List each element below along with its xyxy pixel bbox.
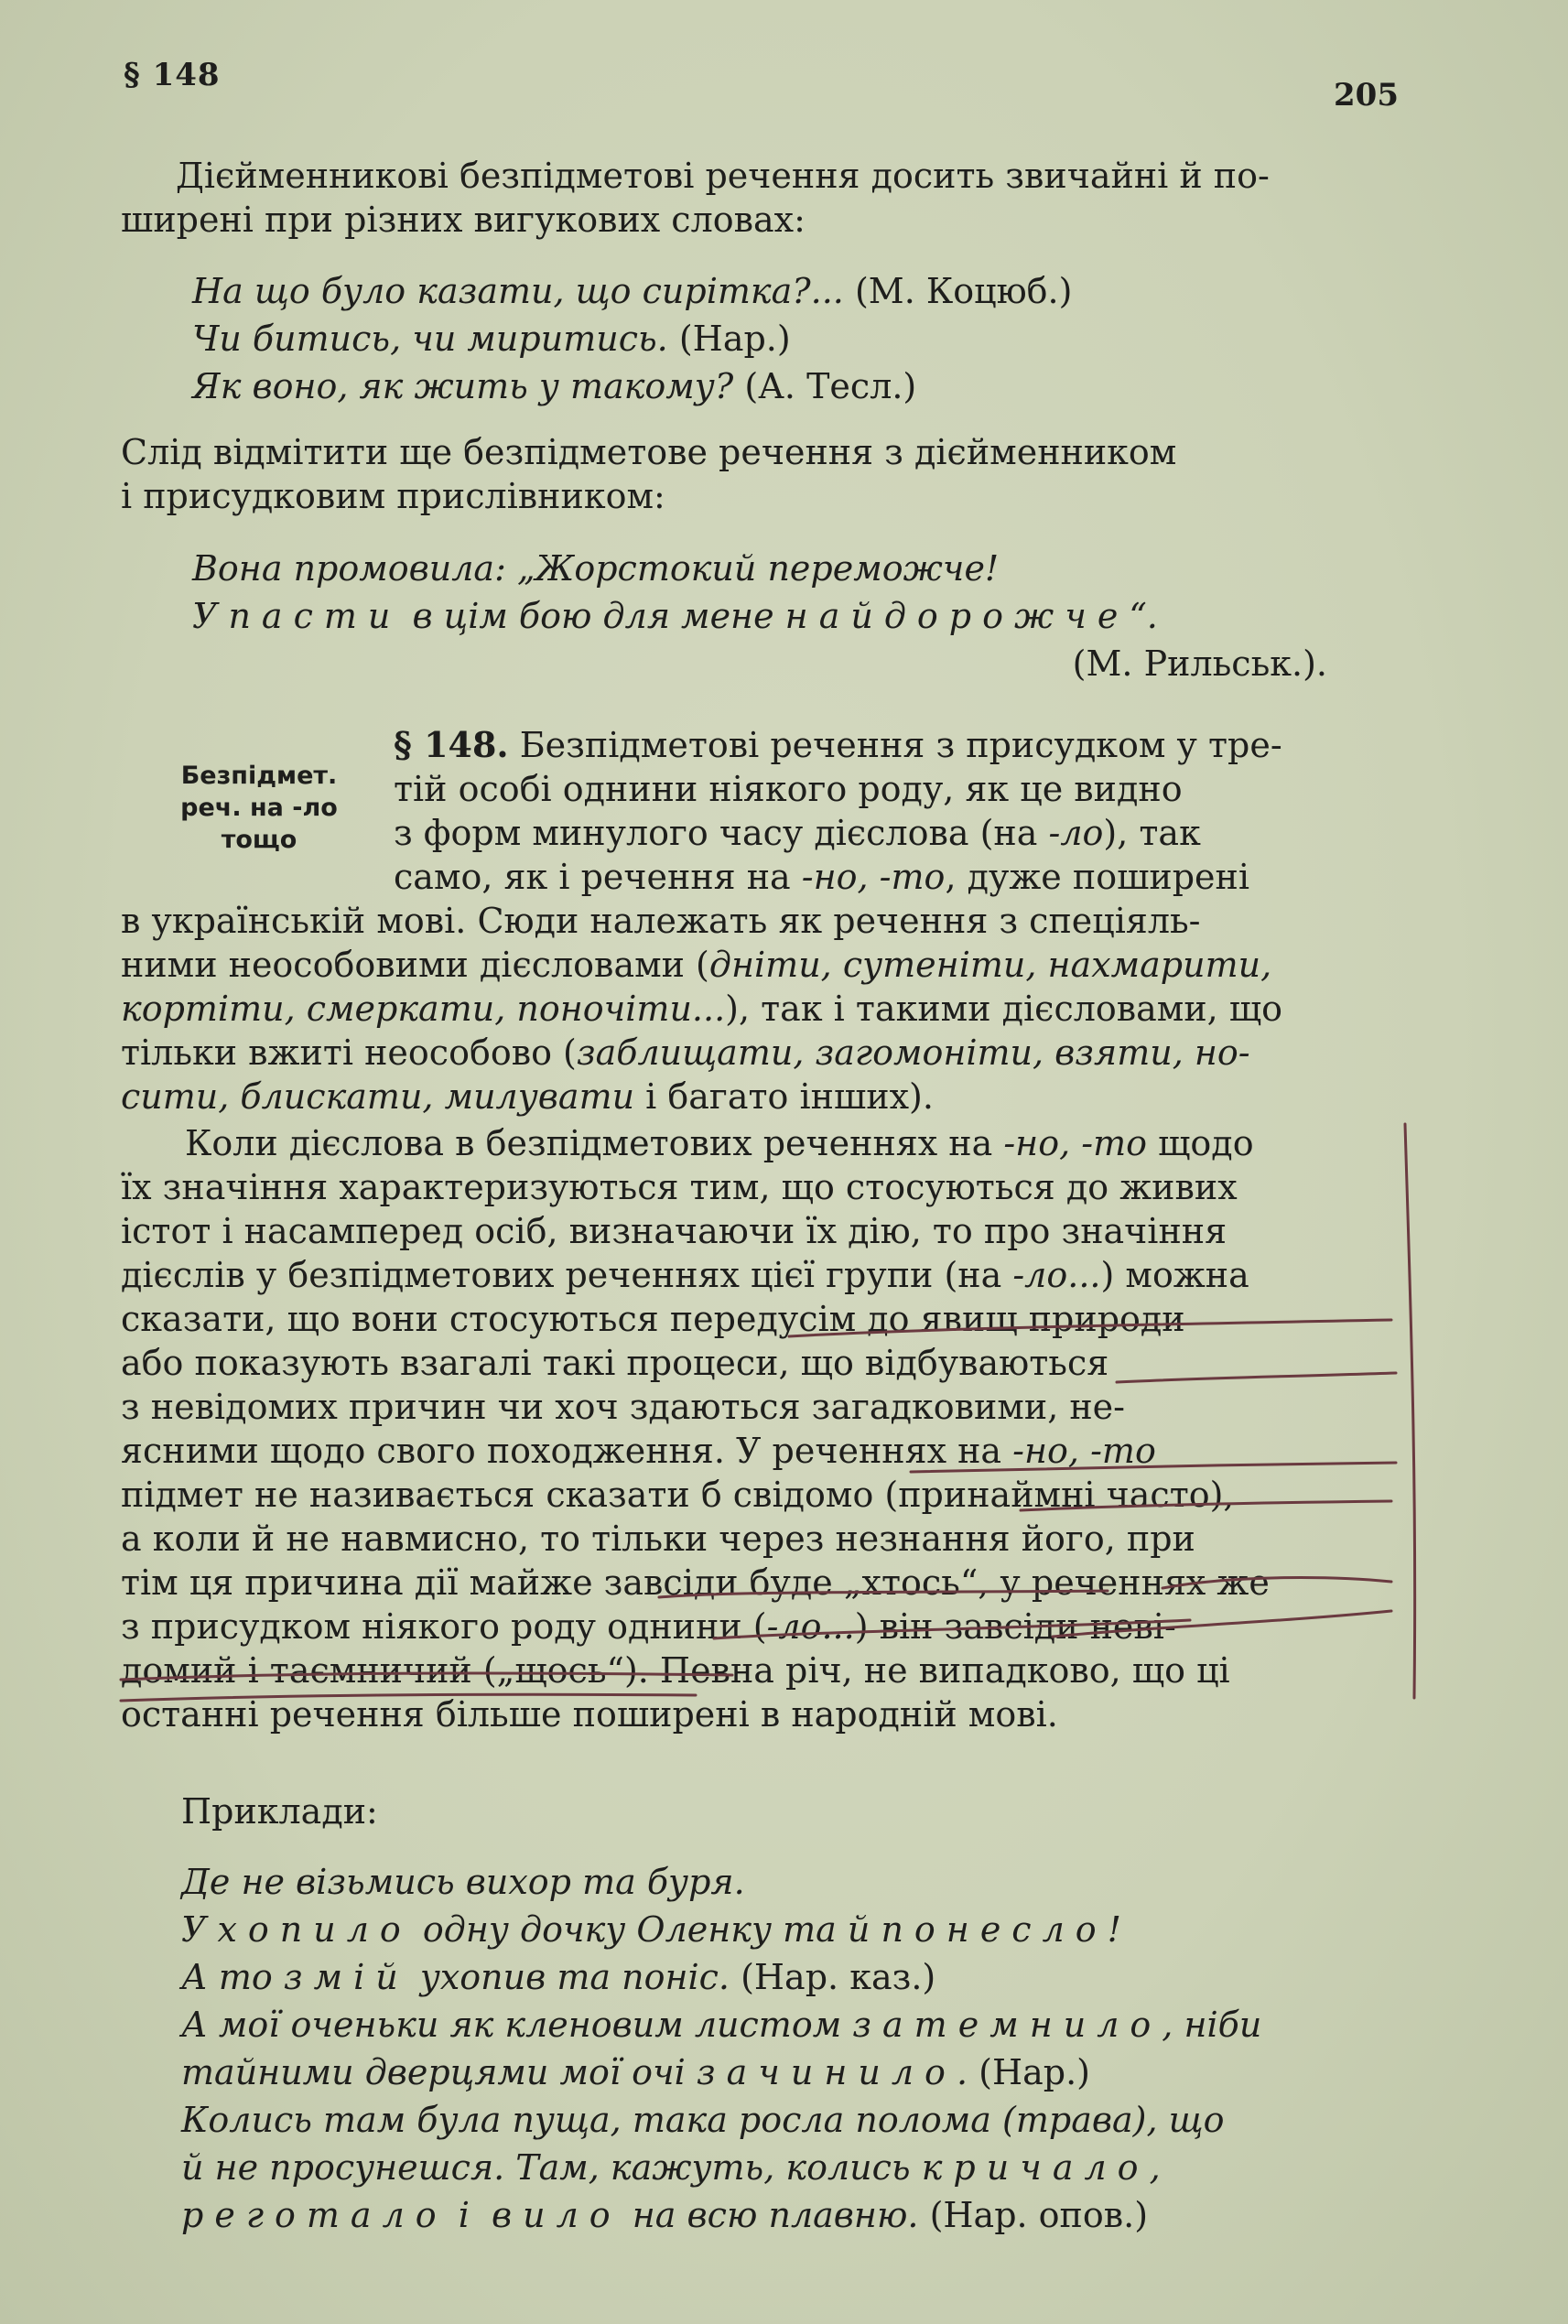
intro-line-1: Дієйменникові безпідметові речення досить звичайні й по- (176, 156, 1270, 196)
p2-line-3: істот і насамперед осіб, визначаючи їх дію, то про значіння (121, 1211, 1227, 1251)
note-line-2: і присудковим прислівником: (121, 476, 665, 516)
p2-line-10: а коли й не навмисно, то тільки через незнання його, при (121, 1519, 1195, 1559)
p2-line-9: підмет не називається сказати б свідомо (принаймні часто), (121, 1475, 1235, 1515)
quote2-source: (М. Рильськ.). (1072, 643, 1327, 684)
intro-line-2: ширені при різних вигукових словах: (121, 200, 806, 240)
example-6: Колись там була пуща, така росла полома (трава), що (181, 2100, 1225, 2140)
example-1: Де не візьмись вихор та буря. (181, 1862, 745, 1902)
p2-line-2: їх значіння характеризуються тим, що стосуються до живих (121, 1167, 1238, 1207)
margin-sidenote: Безпідмет. реч. на -ло тощо (180, 762, 338, 854)
quote2-line-2: Упасти в цім бою для мене найдорожче“. (192, 596, 1158, 636)
intro-paragraph (121, 154, 1402, 242)
quote1-line-1: На що було казати, що сирітка?... (М. Коцюб.) (192, 271, 1073, 311)
quote-block-1 (192, 267, 1072, 410)
p2-line-12: з присудком ніякого роду однини (-ло...) він завсіди неві- (121, 1606, 1176, 1647)
margin-bracket-line (1405, 1124, 1415, 1698)
s148-line-4: само, як і речення на -но, -то, дуже поширені (394, 857, 1250, 897)
p2-line-7: з невідомих причин чи хоч здаються загадковими, не- (121, 1387, 1126, 1427)
section-148-head (394, 723, 1400, 899)
example-7: й не просунешся. Там, кажуть, колись кричало, (181, 2147, 1161, 2188)
quote1-line-2: Чи битись, чи миритись. (Нар.) (192, 319, 791, 359)
p2-line-1: Коли дієслова в безпідметових реченнях на -но, -то щодо (185, 1123, 1254, 1163)
p2-line-8: ясними щодо свого походження. У реченнях на -но, -то (121, 1431, 1156, 1471)
examples-heading: Приклади: (181, 1791, 378, 1832)
paragraph-2 (121, 1121, 1402, 1736)
example-8: реготало і вило на всю плавню. (Нар. опов.) (181, 2195, 1149, 2235)
s148-line-1: § 148. Безпідметові речення з присудком у тре- (394, 724, 1282, 765)
p2-line-14: останні речення більше поширені в народній мові. (121, 1694, 1058, 1735)
page-number: 205 (1334, 77, 1399, 113)
s148-line-6: ними неособовими дієсловами (дніти, сутеніти, нахмарити, (121, 945, 1272, 985)
section-148-body (121, 899, 1402, 1119)
examples-block (181, 1858, 1399, 2239)
running-header-section: § 148 (124, 57, 221, 93)
s148-line-7: кортіти, смеркати, поночіти...), так і такими дієсловами, що (121, 989, 1283, 1029)
note-line-1: Слід відмітити ще безпідметове речення з дієйменником (121, 432, 1177, 472)
note-paragraph (121, 430, 1402, 518)
s148-line-5: в українській мові. Сюди належать як речення з спеціяль- (121, 901, 1201, 941)
example-5: тайними дверцями мої очі зачинило. (Нар.) (181, 2052, 1090, 2092)
quote1-line-3: Як воно, як жить у такому? (А. Тесл.) (192, 366, 917, 406)
quote2-line-1: Вона промовила: „Жорстокий переможче! (192, 548, 1000, 589)
p2-line-11: тім ця причина дії майже завсіди буде „хтось“, у реченнях же (121, 1562, 1270, 1603)
s148-line-2: тій особі однини ніякого роду, як це видно (394, 769, 1183, 809)
s148-line-3: з форм минулого часу дієслова (на -ло), так (394, 813, 1201, 853)
s148-line-8: тільки вжиті неособово (заблищати, загомоніти, взяти, но- (121, 1032, 1250, 1073)
p2-line-6: або показують взагалі такі процеси, що відбуваються (121, 1343, 1109, 1383)
example-2: Ухопило одну дочку Оленку та й понесло! (181, 1909, 1121, 1950)
p2-line-13: домий і таємничий („щось“). Певна річ, не випадково, що ці (121, 1650, 1230, 1691)
p2-line-5: сказати, що вони стосуються передусім до явищ природи (121, 1299, 1185, 1339)
quote-block-2 (192, 545, 1327, 687)
p2-line-4: дієслів у безпідметових реченнях цієї групи (на -ло...) можна (121, 1255, 1249, 1295)
example-3: А то змій ухопив та поніс. (Нар. каз.) (181, 1957, 936, 1997)
example-4: А мої оченьки як кленовим листом затемнило, ніби (181, 2005, 1262, 2045)
s148-line-9: сити, блискати, милувати і багато інших). (121, 1076, 934, 1117)
